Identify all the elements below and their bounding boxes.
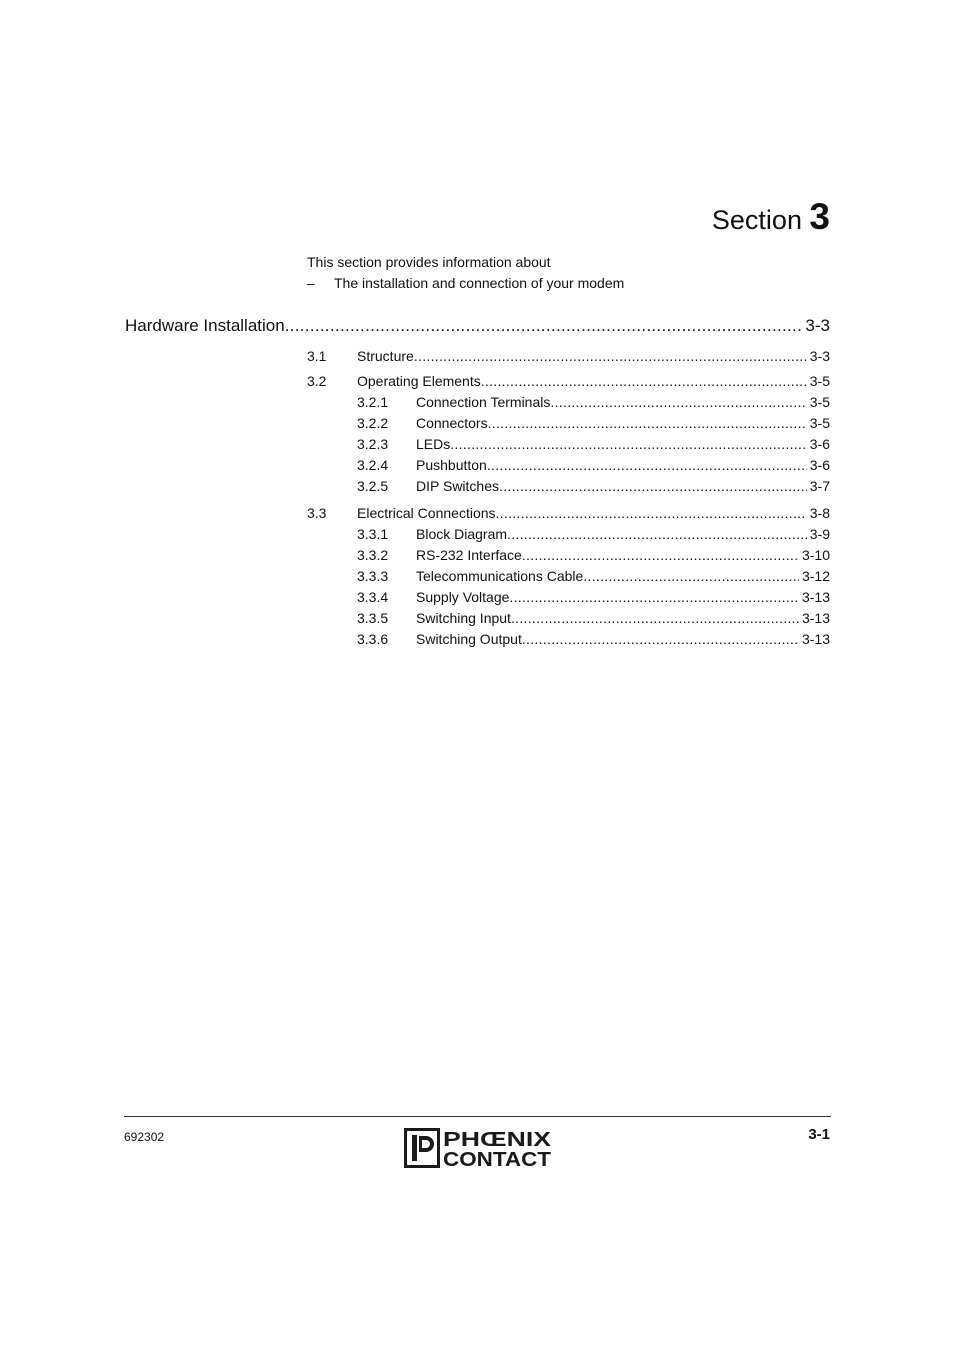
toc-entry[interactable] (307, 503, 830, 523)
toc-entry-title: Block Diagram (416, 526, 508, 542)
intro-bullet (307, 273, 830, 294)
toc-entry-number: 3.3.6 (357, 631, 389, 647)
toc-leader-dots (499, 476, 807, 496)
toc-entry-title: RS-232 Interface (416, 547, 522, 563)
toc-leader-dots (507, 524, 807, 544)
toc-entry-page: 3-5 (809, 415, 830, 431)
toc-leader-dots (481, 371, 807, 391)
toc-leader-dots (511, 608, 799, 628)
toc-entry[interactable] (307, 392, 830, 412)
intro-lead: This section provides information about (307, 254, 551, 270)
toc-leader-dots (550, 392, 806, 412)
toc-leader-dots (583, 566, 799, 586)
toc-leader-dots (496, 503, 807, 523)
toc-entry-title: Structure (357, 348, 414, 364)
toc-leader-dots (285, 314, 803, 338)
toc-entry-page: 3-13 (801, 589, 830, 605)
toc-leader-dots (509, 587, 799, 607)
toc-entry-number: 3.2.1 (357, 394, 389, 410)
toc-entry-page: 3-9 (809, 526, 830, 542)
toc-entry-page: 3-10 (801, 547, 830, 563)
toc-entry[interactable] (307, 587, 830, 607)
toc-entry-title: Switching Output (416, 631, 522, 647)
toc-entry-number: 3.3.2 (357, 547, 389, 563)
toc-entry[interactable] (307, 434, 830, 454)
toc-entry-title: Operating Elements (357, 373, 481, 389)
toc-entry[interactable] (307, 608, 830, 628)
bullet-dash: – (307, 275, 315, 291)
toc-entry-title: DIP Switches (416, 478, 499, 494)
bullet-text: The installation and connection of your modem (334, 275, 625, 291)
section-number: 3 (809, 196, 830, 237)
toc-entry-title: Telecommunications Cable (416, 568, 584, 584)
toc-entry-page: 3-7 (809, 478, 830, 494)
toc-entry-page: 3-13 (801, 610, 830, 626)
toc-entry-title: LEDs (416, 436, 451, 452)
toc-entry-page: 3-6 (809, 457, 830, 473)
toc-entry-number: 3.3.4 (357, 589, 389, 605)
toc-entry[interactable] (307, 455, 830, 475)
toc-entry-page: 3-5 (809, 373, 830, 389)
toc-entry-number: 3.2 (307, 373, 327, 389)
toc-entry[interactable] (307, 524, 830, 544)
logo-line-2: CONTACT (443, 1149, 551, 1168)
section-intro (307, 252, 830, 294)
toc-entry-title: Supply Voltage (416, 589, 510, 605)
toc-entry-page: 3-12 (801, 568, 830, 584)
toc-entry-number: 3.3 (307, 505, 327, 521)
toc-entry-page: 3-6 (809, 436, 830, 452)
toc-leader-dots (487, 455, 807, 475)
toc-entry[interactable] (307, 413, 830, 433)
toc-entry-title: Connection Terminals (416, 394, 551, 410)
toc-entry-title: Switching Input (416, 610, 511, 626)
footer-page-number: 3-1 (808, 1126, 830, 1143)
toc-main-page: 3-3 (805, 316, 830, 335)
toc-entry-page: 3-8 (809, 505, 830, 521)
toc-entry-page: 3-5 (809, 394, 830, 410)
toc-entry-number: 3.1 (307, 348, 327, 364)
toc-leader-dots (488, 413, 807, 433)
toc-entry-number: 3.2.2 (357, 415, 389, 431)
toc-entry[interactable] (307, 346, 830, 366)
section-heading (600, 196, 830, 238)
toc-entry[interactable] (307, 566, 830, 586)
toc-entry-number: 3.3.1 (357, 526, 389, 542)
toc-entry-title: Connectors (416, 415, 488, 431)
toc-entry[interactable] (307, 476, 830, 496)
toc-main-title: Hardware Installation (125, 316, 285, 335)
footer-doc-number: 692302 (124, 1130, 165, 1144)
toc-entry[interactable] (307, 371, 830, 391)
toc-leader-dots (522, 545, 799, 565)
toc-entry-page: 3-3 (809, 348, 830, 364)
toc-entry-number: 3.2.5 (357, 478, 389, 494)
footer-divider (124, 1116, 831, 1117)
toc-entry[interactable] (307, 545, 830, 565)
section-word: Section (711, 205, 802, 235)
toc-leader-dots (522, 629, 799, 649)
toc-entry-page: 3-13 (801, 631, 830, 647)
logo-line-1: PHŒNIX (443, 1129, 552, 1151)
phoenix-contact-logo-icon (404, 1128, 552, 1168)
toc-entry-number: 3.3.3 (357, 568, 389, 584)
toc-leader-dots (450, 434, 807, 454)
toc-entry[interactable] (307, 629, 830, 649)
toc-main-entry[interactable] (125, 314, 830, 338)
toc-entry-number: 3.2.3 (357, 436, 389, 452)
toc-entry-title: Pushbutton (416, 457, 487, 473)
toc-entry-number: 3.2.4 (357, 457, 389, 473)
toc-entry-number: 3.3.5 (357, 610, 389, 626)
toc-leader-dots (414, 346, 807, 366)
toc-entry-title: Electrical Connections (357, 505, 496, 521)
